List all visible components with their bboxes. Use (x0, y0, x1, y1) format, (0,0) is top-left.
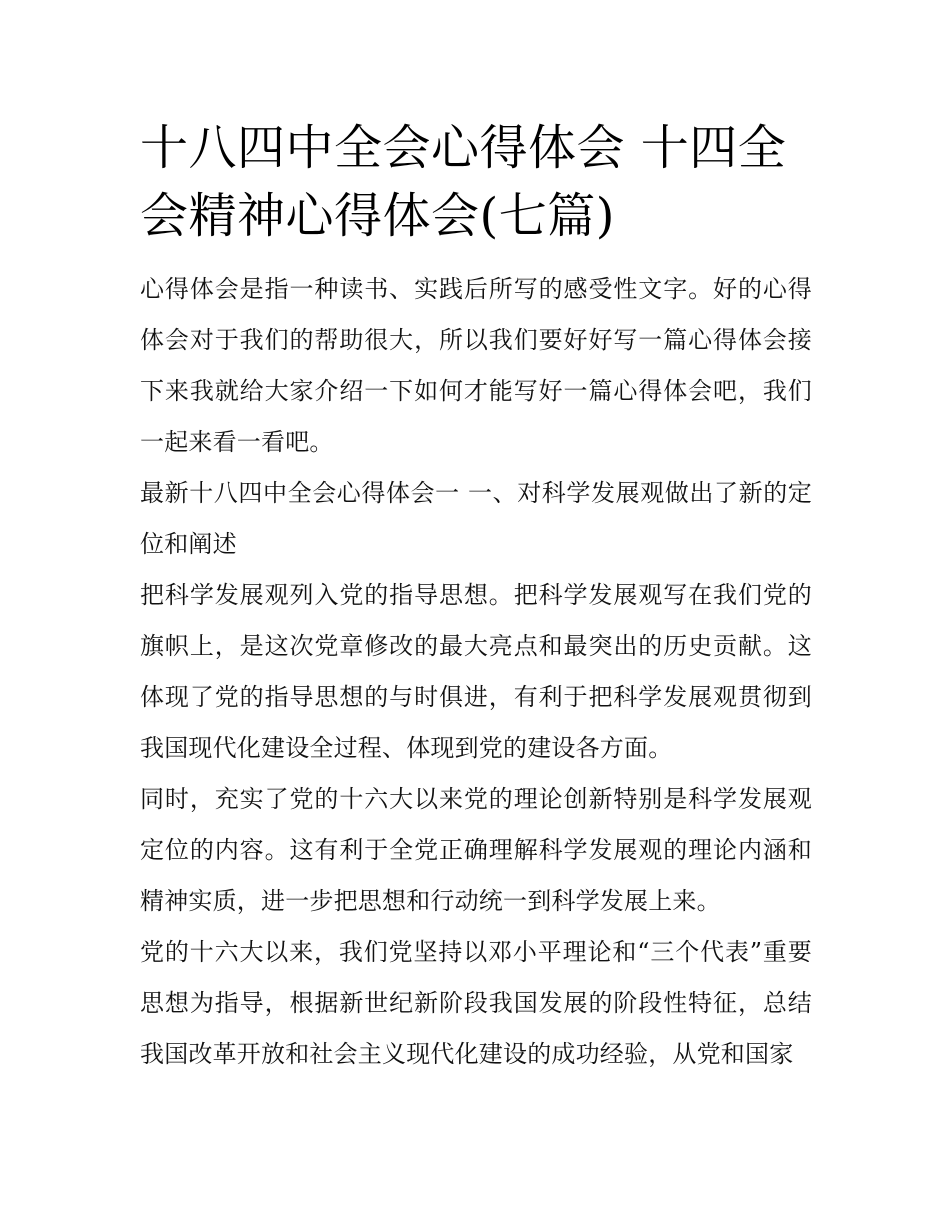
paragraph-section-heading: 最新十八四中全会心得体会一 一、对科学发展观做出了新的定位和阐述 (140, 479, 812, 558)
document-body (140, 264, 812, 1080)
paragraph-since-16th-congress: 党的十六大以来，我们党坚持以邓小平理论和“三个代表”重要思想为指导，根据新世纪新阶段我国发展的阶段性特征，总结我国改革开放和社会主义现代化建设的成功经验，从党和国家 (140, 938, 812, 1068)
document-content (140, 114, 812, 1080)
paragraph-scientific-outlook: 把科学发展观列入党的指导思想。把科学发展观写在我们党的旗帜上，是这次党章修改的最大亮点和最突出的历史贡献。这体现了党的指导思想的与时俱进，有利于把科学发展观贯彻到我国现代化建设全过程、体现到党的建设各方面。 (140, 581, 812, 762)
paragraph-theory-innovation: 同时，充实了党的十六大以来党的理论创新特别是科学发展观定位的内容。这有利于全党正确理解科学发展观的理论内涵和精神实质，进一步把思想和行动统一到科学发展上来。 (140, 785, 812, 915)
paragraph-intro: 心得体会是指一种读书、实践后所写的感受性文字。好的心得体会对于我们的帮助很大，所以我们要好好写一篇心得体会接下来我就给大家介绍一下如何才能写好一篇心得体会吧，我们一起来看一看吧。 (140, 275, 812, 456)
document-title: 十八四中全会心得体会 十四全会精神心得体会(七篇) (140, 120, 787, 244)
